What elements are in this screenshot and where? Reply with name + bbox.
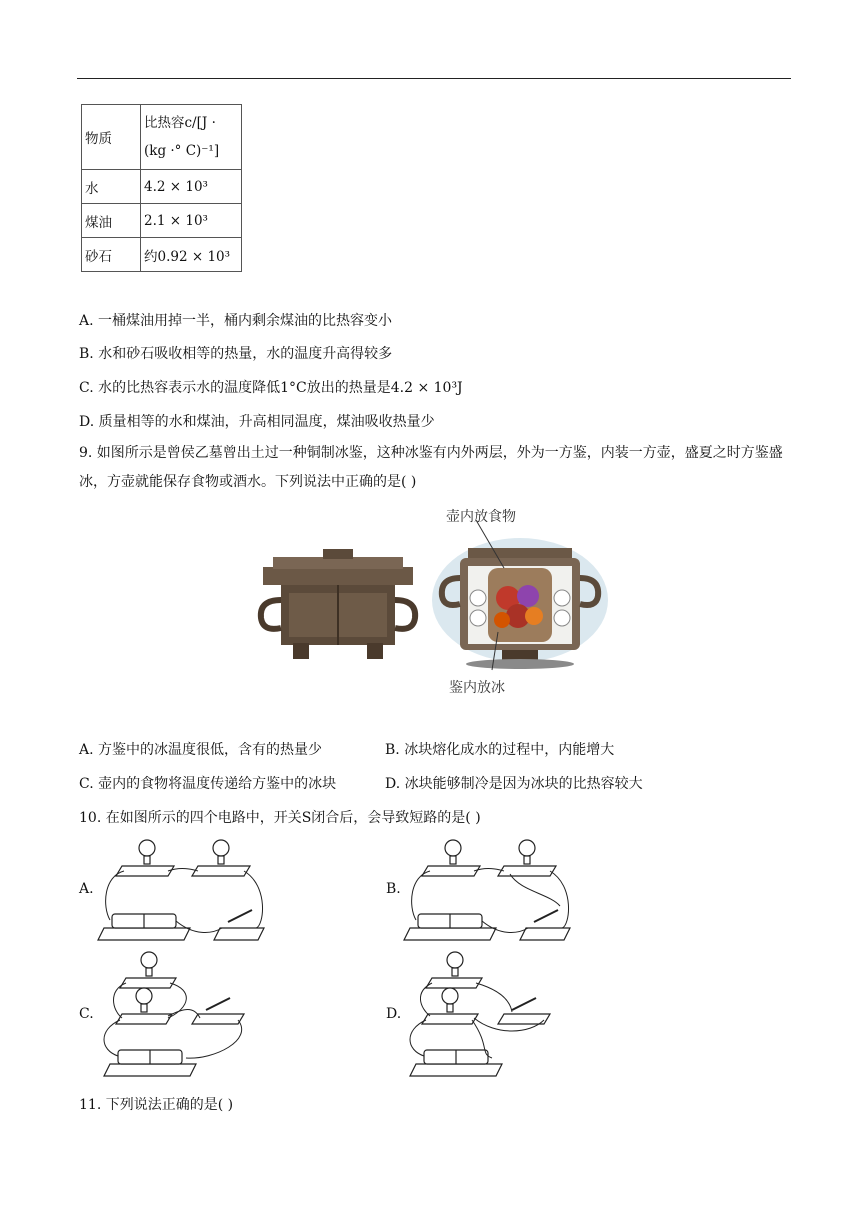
circuit-diagram-d bbox=[400, 950, 580, 1080]
q10-stem: 10. 在如图所示的四个电路中，开关S闭合后，会导致短路的是( ) bbox=[79, 810, 481, 826]
label-ice-in-chest: 鉴内放冰 bbox=[449, 680, 505, 696]
q8-option-a: A. 一桶煤油用掉一半，桶内剩余煤油的比热容变小 bbox=[79, 313, 393, 329]
table-header-row bbox=[82, 105, 242, 170]
circuit-label-d: D. bbox=[386, 1006, 402, 1022]
header-rule bbox=[77, 78, 791, 79]
circuit-diagram-b bbox=[400, 836, 580, 944]
circuit-diagram-a bbox=[94, 836, 274, 944]
q11-stem: 11. 下列说法正确的是( ) bbox=[79, 1097, 234, 1113]
table-cell: 2.1 × 10³ bbox=[141, 204, 242, 238]
header-line-1: 比热容c/[J · bbox=[144, 115, 216, 131]
circuit-diagram-c bbox=[94, 950, 274, 1080]
circuit-label-c: C. bbox=[79, 1006, 94, 1022]
table-cell: 水 bbox=[82, 170, 141, 204]
table-header-substance: 物质 bbox=[82, 105, 141, 170]
label-food-in-pot: 壶内放食物 bbox=[446, 509, 516, 525]
table-row bbox=[82, 204, 242, 238]
callout-lines bbox=[470, 520, 540, 688]
bronze-ice-chest-photo bbox=[253, 545, 423, 663]
q8-option-c: C. 水的比热容表示水的温度降低1°C放出的热量是4.2 × 10³J bbox=[79, 380, 463, 396]
q9-option-b: B. 冰块熔化成水的过程中，内能增大 bbox=[385, 742, 615, 758]
table-header-specific-heat bbox=[141, 105, 242, 170]
q9-option-c: C. 壶内的食物将温度传递给方鉴中的冰块 bbox=[79, 776, 337, 792]
circuit-label-b: B. bbox=[386, 881, 401, 897]
q9-option-d: D. 冰块能够制冷是因为冰块的比热容较大 bbox=[385, 776, 643, 792]
q8-option-b: B. 水和砂石吸收相等的热量，水的温度升高得较多 bbox=[79, 346, 393, 362]
q9-option-a: A. 方鉴中的冰温度很低，含有的热量少 bbox=[79, 742, 323, 758]
q8-option-d: D. 质量相等的水和煤油，升高相同温度，煤油吸收热量少 bbox=[79, 414, 435, 430]
circuit-label-a: A. bbox=[79, 881, 94, 897]
q9-stem: 9. 如图所示是曾侯乙墓曾出土过一种铜制冰鉴，这种冰鉴有内外两层，外为一方鉴，内装一方壶，盛夏之时方鉴盛冰，方壶就能保存食物或酒水。下列说法中正确的是( ) bbox=[79, 445, 783, 490]
specific-heat-table bbox=[81, 104, 242, 272]
table-row bbox=[82, 238, 242, 272]
table-cell: 砂石 bbox=[82, 238, 141, 272]
header-line-2: (kg ·° C)⁻¹] bbox=[144, 143, 220, 159]
table-cell: 约0.92 × 10³ bbox=[141, 238, 242, 272]
table-row bbox=[82, 170, 242, 204]
table-cell: 煤油 bbox=[82, 204, 141, 238]
table-cell: 4.2 × 10³ bbox=[141, 170, 242, 204]
